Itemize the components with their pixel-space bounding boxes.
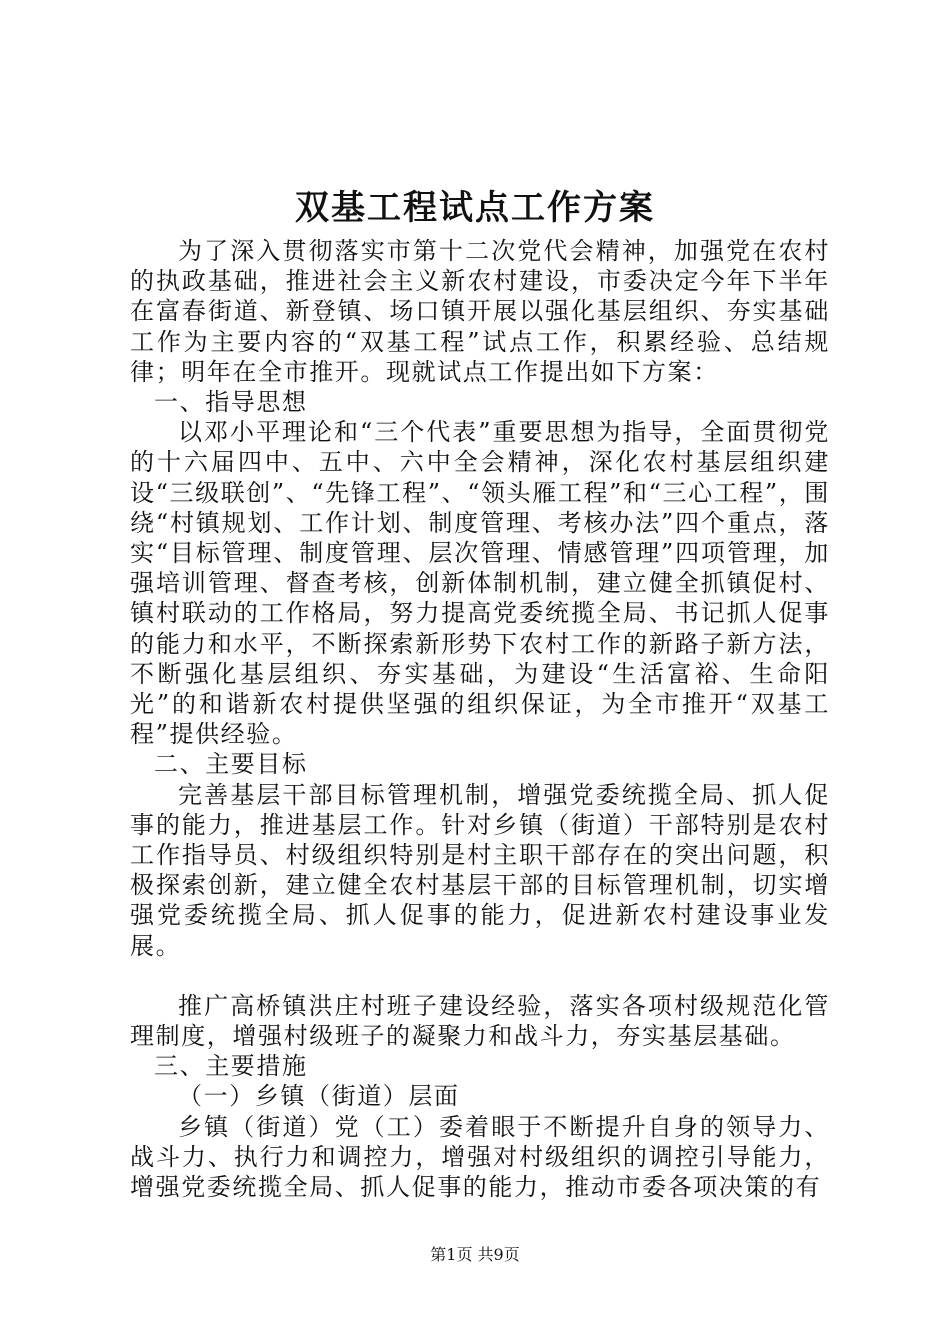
- document-title: 双基工程试点工作方案: [295, 188, 655, 228]
- document-body: [130, 236, 830, 1202]
- paragraph-main-goals: 完善基层干部目标管理机制，增强党委统揽全局、抓人促事的能力，推进基层工作。针对乡镇（街道）干部特别是农村工作指导员、村级组织特别是村主职干部存在的突出问题，积极探索创新，建立健全农村基层干部的目标管理机制，切实增强党委统揽全局、抓人促事的能力，促进新农村建设事业发展。: [130, 780, 830, 960]
- section-heading-main-goals: 二、主要目标: [154, 750, 308, 779]
- paragraph-guiding-thought: 以邓小平理论和“三个代表”重要思想为指导，全面贯彻党的十六届四中、五中、六中全会精神，深化农村基层组织建设“三级联创”、“先锋工程”、“领头雁工程”和“三心工程”，围绕“村镇规划、工作计划、制度管理、考核办法”四个重点，落实“目标管理、制度管理、层次管理、情感管理”四项管理，加强培训管理、督查考核，创新体制机制，建立健全抓镇促村、镇村联动的工作格局，努力提高党委统揽全局、书记抓人促事的能力和水平，不断探索新形势下农村工作的新路子新方法，不断强化基层组织、夯实基础，为建设“生活富裕、生命阳光”的和谐新农村提供坚强的组织保证，为全市推开“双基工程”提供经验。: [130, 418, 830, 749]
- section-heading-guiding-thought: 一、指导思想: [154, 388, 308, 417]
- paragraph-intro: 为了深入贯彻落实市第十二次党代会精神，加强党在农村的执政基础，推进社会主义新农村建设，市委决定今年下半年在富春街道、新登镇、场口镇开展以强化基层组织、夯实基础工作为主要内容的“双基工程”试点工作，积累经验、总结规律；明年在全市推开。现就试点工作提出如下方案：: [130, 237, 830, 386]
- paragraph-township: 乡镇（街道）党（工）委着眼于不断提升自身的领导力、战斗力、执行力和调控力，增强对村级组织的调控引导能力，增强党委统揽全局、抓人促事的能力，推动市委各项决策的有: [130, 1112, 830, 1202]
- section-heading-main-measures: 三、主要措施: [154, 1052, 308, 1081]
- paragraph-gap: [130, 961, 830, 991]
- subsection-heading-township: （一）乡镇（街道）层面: [178, 1082, 460, 1111]
- paragraph-experience: 推广高桥镇洪庄村班子建设经验，落实各项村级规范化管理制度，增强村级班子的凝聚力和战斗力，夯实基层基础。: [130, 991, 830, 1051]
- page-footer: 第1页 共9页: [430, 1245, 520, 1264]
